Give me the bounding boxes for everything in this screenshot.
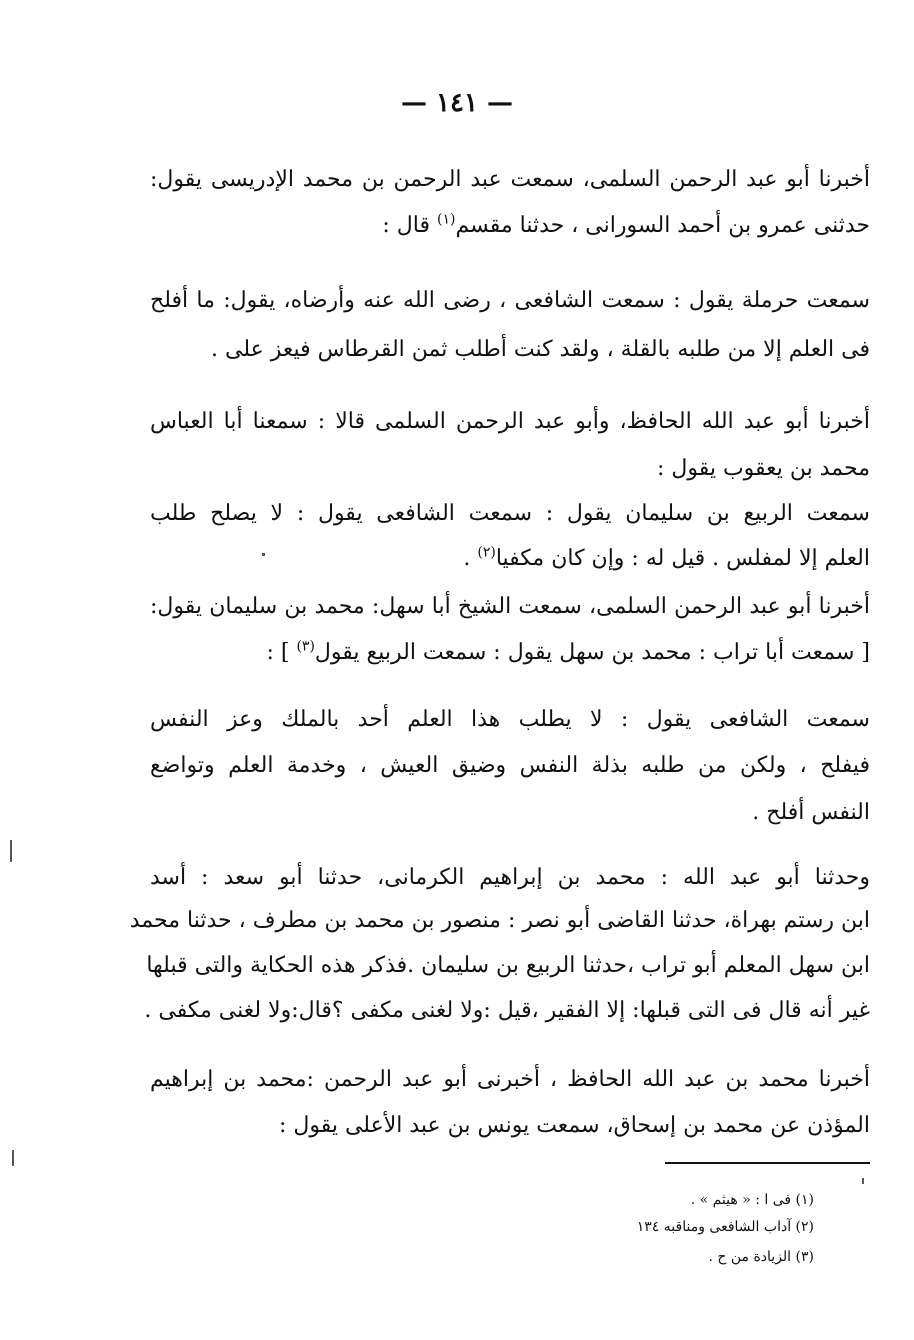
paragraph-1-line-2-tail: قال : — [382, 213, 430, 238]
paragraph-5-line-2 — [150, 637, 870, 669]
paragraph-8-line-1: أخبرنا محمد بن عبد الله الحافظ ، أخبرنى أبو عبد الرحمن :محمد بن إبراهيم — [150, 1067, 870, 1092]
paragraph-1-line-1: أخبرنا أبو عبد الرحمن السلمى، سمعت عبد الرحمن بن محمد الإدريسى يقول: — [150, 167, 870, 192]
paragraph-5-line-2-tail: ] : — [266, 640, 290, 665]
paragraph-6-line-3: النفس أفلح . — [752, 800, 870, 825]
paragraph-6-line-1: سمعت الشافعى يقول : لا يطلب هذا العلم أحد بالملك وعز النفس — [150, 707, 870, 732]
paragraph-7-line-1: وحدثنا أبو عبد الله : محمد بن إبراهيم الكرمانى، حدثنا أبو سعد : أسد — [150, 865, 870, 890]
paragraph-3-line-1: أخبرنا أبو عبد الله الحافظ، وأبو عبد الرحمن السلمى قالا : سمعنا أبا العباس — [150, 409, 870, 434]
scan-speck-right — [862, 1178, 864, 1184]
paragraph-1-line-2-text: حدثنى عمرو بن أحمد السورانى ، حدثنا مقسم — [455, 213, 870, 238]
footnote-ref-1: (١) — [436, 211, 456, 228]
footnote-ref-2: (٢) — [477, 544, 496, 561]
paragraph-7-line-2: ابن رستم بهراة، حدثنا القاضى أبو نصر : منصور بن محمد بن مطرف ، حدثنا محمد — [129, 908, 870, 933]
page-number: — ١٤١ — — [400, 88, 514, 118]
scan-speck — [262, 553, 265, 556]
scan-mark-left — [10, 840, 12, 862]
footnote-ref-3: (٣) — [296, 638, 315, 655]
scan-mark-left-lower — [12, 1150, 14, 1166]
paragraph-2-line-2: فى العلم إلا من طلبه بالقلة ، ولقد كنت أطلب ثمن القرطاس فيعز على . — [211, 337, 870, 362]
paragraph-2-line-1: سمعت حرملة يقول : سمعت الشافعى ، رضى الله عنه وأرضاه، يقول: ما أفلح — [150, 288, 870, 313]
paragraph-8-line-2: المؤذن عن محمد بن إسحاق، سمعت يونس بن عبد الأعلى يقول : — [278, 1113, 870, 1138]
paragraph-6-line-2: فيفلح ، ولكن من طلبه بذلة النفس وضيق العيش ، وخدمة العلم وتواضع — [150, 753, 870, 778]
paragraph-5-line-2-text: [ سمعت أبا تراب : محمد بن سهل يقول : سمعت الربيع يقول — [314, 640, 870, 665]
footnote-3: (٣) الزيادة من ح . — [708, 1249, 814, 1265]
paragraph-4-line-2-tail: . — [463, 546, 471, 571]
paragraph-4-line-1: سمعت الربيع بن سليمان يقول : سمعت الشافعى يقول : لا يصلح طلب — [150, 501, 870, 526]
paragraph-4-line-2-text: العلم إلا لمفلس . قيل له : وإن كان مكفيا — [495, 546, 870, 571]
paragraph-4-line-2 — [150, 543, 870, 575]
paragraph-5-line-1: أخبرنا أبو عبد الرحمن السلمى، سمعت الشيخ أبا سهل: محمد بن سليمان يقول: — [150, 594, 870, 619]
footnote-divider — [665, 1162, 870, 1164]
paragraph-1-line-2 — [150, 210, 870, 242]
paragraph-7-line-3: ابن سهل المعلم أبو تراب ،حدثنا الربيع بن سليمان .فذكر هذه الحكاية والتى قبلها — [146, 953, 870, 978]
footnote-2: (٢) آداب الشافعى ومناقبه ١٣٤ — [636, 1219, 814, 1235]
paragraph-7-line-4: غير أنه قال فى التى قبلها: إلا الفقير ،قيل :ولا لغنى مكفى ؟قال:ولا لغنى مكفى . — [144, 998, 870, 1023]
paragraph-3-line-2: محمد بن يعقوب يقول : — [656, 456, 870, 481]
footnote-1: (١) فى ا : « هيثم » . — [690, 1192, 814, 1208]
